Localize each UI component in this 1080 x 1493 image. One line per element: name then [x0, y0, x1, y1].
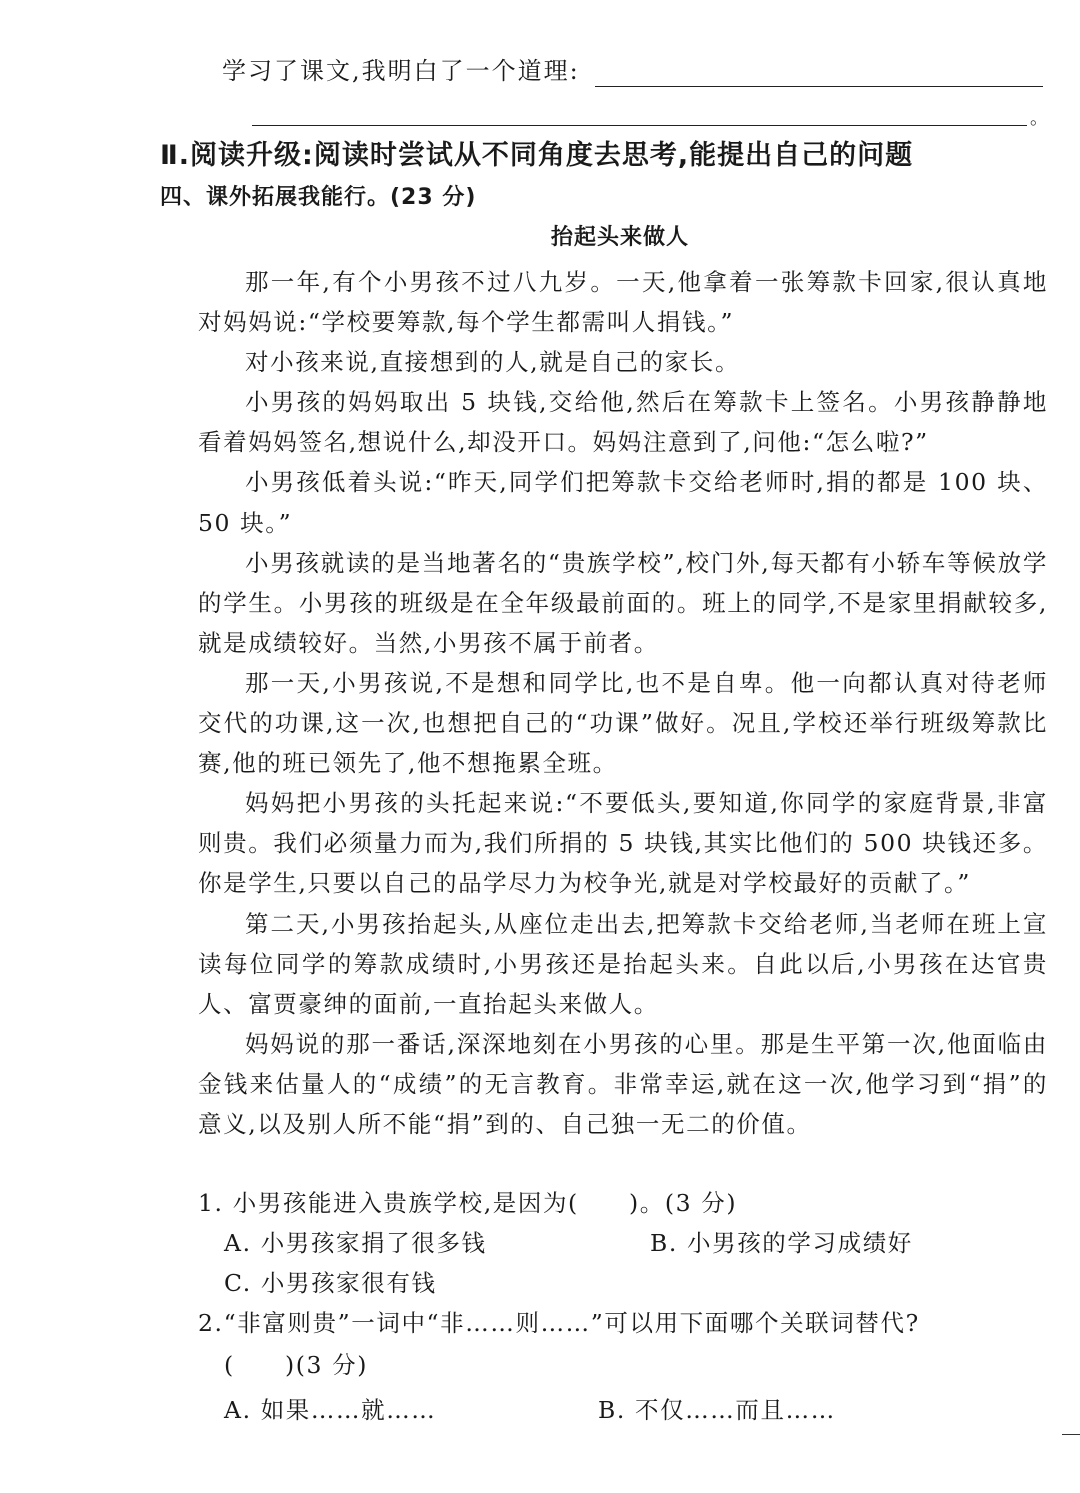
answer-blank-line-2[interactable] [252, 125, 1027, 126]
question-2-option-b[interactable]: B. 不仅……而且…… [598, 1396, 836, 1424]
question-1-option-a[interactable]: A. 小男孩家捐了很多钱 [224, 1229, 487, 1257]
part-title: 四、课外拓展我能行。(23 分) [160, 185, 477, 210]
passage-title: 抬起头来做人 [550, 225, 689, 250]
passage-paragraph: 那一天,小男孩说,不是想和同学比,也不是自卑。他一向都认真对待老师交代的功课,这一次,也想把自己的“功课”做好。况且,学校还举行班级筹款比赛,他的班已领先了,他不想拖累全班。 [198, 668, 1048, 778]
question-2-answer-line[interactable]: ( )(3 分) [224, 1351, 368, 1379]
passage-paragraph: 小男孩的妈妈取出 5 块钱,交给他,然后在筹款卡上签名。小男孩静静地看着妈妈签名,想说什么,却没开口。妈妈注意到了,问他:“怎么啦?” [198, 388, 1048, 457]
section-title: Ⅱ.阅读升级:阅读时尝试从不同角度去思考,能提出自己的问题 [160, 140, 914, 171]
reflection-end-mark: 。 [1030, 108, 1048, 129]
question-1-option-c[interactable]: C. 小男孩家很有钱 [224, 1269, 437, 1297]
passage-paragraph: 那一年,有个小男孩不过八九岁。一天,他拿着一张筹款卡回家,很认真地对妈妈说:“学校要筹款,每个学生都需叫人捐钱。” [198, 268, 1048, 337]
reflection-prompt: 学习了课文,我明白了一个道理: [222, 57, 580, 85]
reading-passage [198, 262, 1048, 1144]
question-1-option-b[interactable]: B. 小男孩的学习成绩好 [650, 1229, 913, 1257]
passage-paragraph: 小男孩低着头说:“昨天,同学们把筹款卡交给老师时,捐的都是 100 块、50 块。” [198, 468, 1048, 537]
page-edge-rule [1062, 1434, 1080, 1435]
passage-paragraph: 对小孩来说,直接想到的人,就是自己的家长。 [245, 348, 741, 377]
question-2-option-a[interactable]: A. 如果……就…… [224, 1396, 437, 1424]
passage-paragraph: 小男孩就读的是当地著名的“贵族学校”,校门外,每天都有小轿车等候放学的学生。小男孩的班级是在全年级最前面的。班上的同学,不是家里捐献较多,就是成绩较好。当然,小男孩不属于前者。 [198, 548, 1048, 657]
question-1-stem: 1. 小男孩能进入贵族学校,是因为( )。(3 分) [198, 1189, 738, 1217]
answer-blank-line[interactable] [595, 86, 1043, 87]
passage-paragraph: 第二天,小男孩抬起头,从座位走出去,把筹款卡交给老师,当老师在班上宣读每位同学的筹款成绩时,小男孩还是抬起头来。自此以后,小男孩在达官贵人、富贾豪绅的面前,一直抬起头来做人。 [198, 909, 1048, 1018]
question-2-stem: 2.“非富则贵”一词中“非……则……”可以用下面哪个关联词替代? [198, 1309, 920, 1337]
passage-paragraph: 妈妈说的那一番话,深深地刻在小男孩的心里。那是生平第一次,他面临由金钱来估量人的“成绩”的无言教育。非常幸运,就在这一次,他学习到“捐”的意义,以及别人所不能“捐”到的、自己独一无二的价值。 [198, 1029, 1048, 1138]
passage-paragraph: 妈妈把小男孩的头托起来说:“不要低头,要知道,你同学的家庭背景,非富则贵。我们必须量力而为,我们所捐的 5 块钱,其实比他们的 500 块钱还多。你是学生,只要以自己的品学尽力为校争光,就是对学校最好的贡献了。” [198, 789, 1048, 898]
